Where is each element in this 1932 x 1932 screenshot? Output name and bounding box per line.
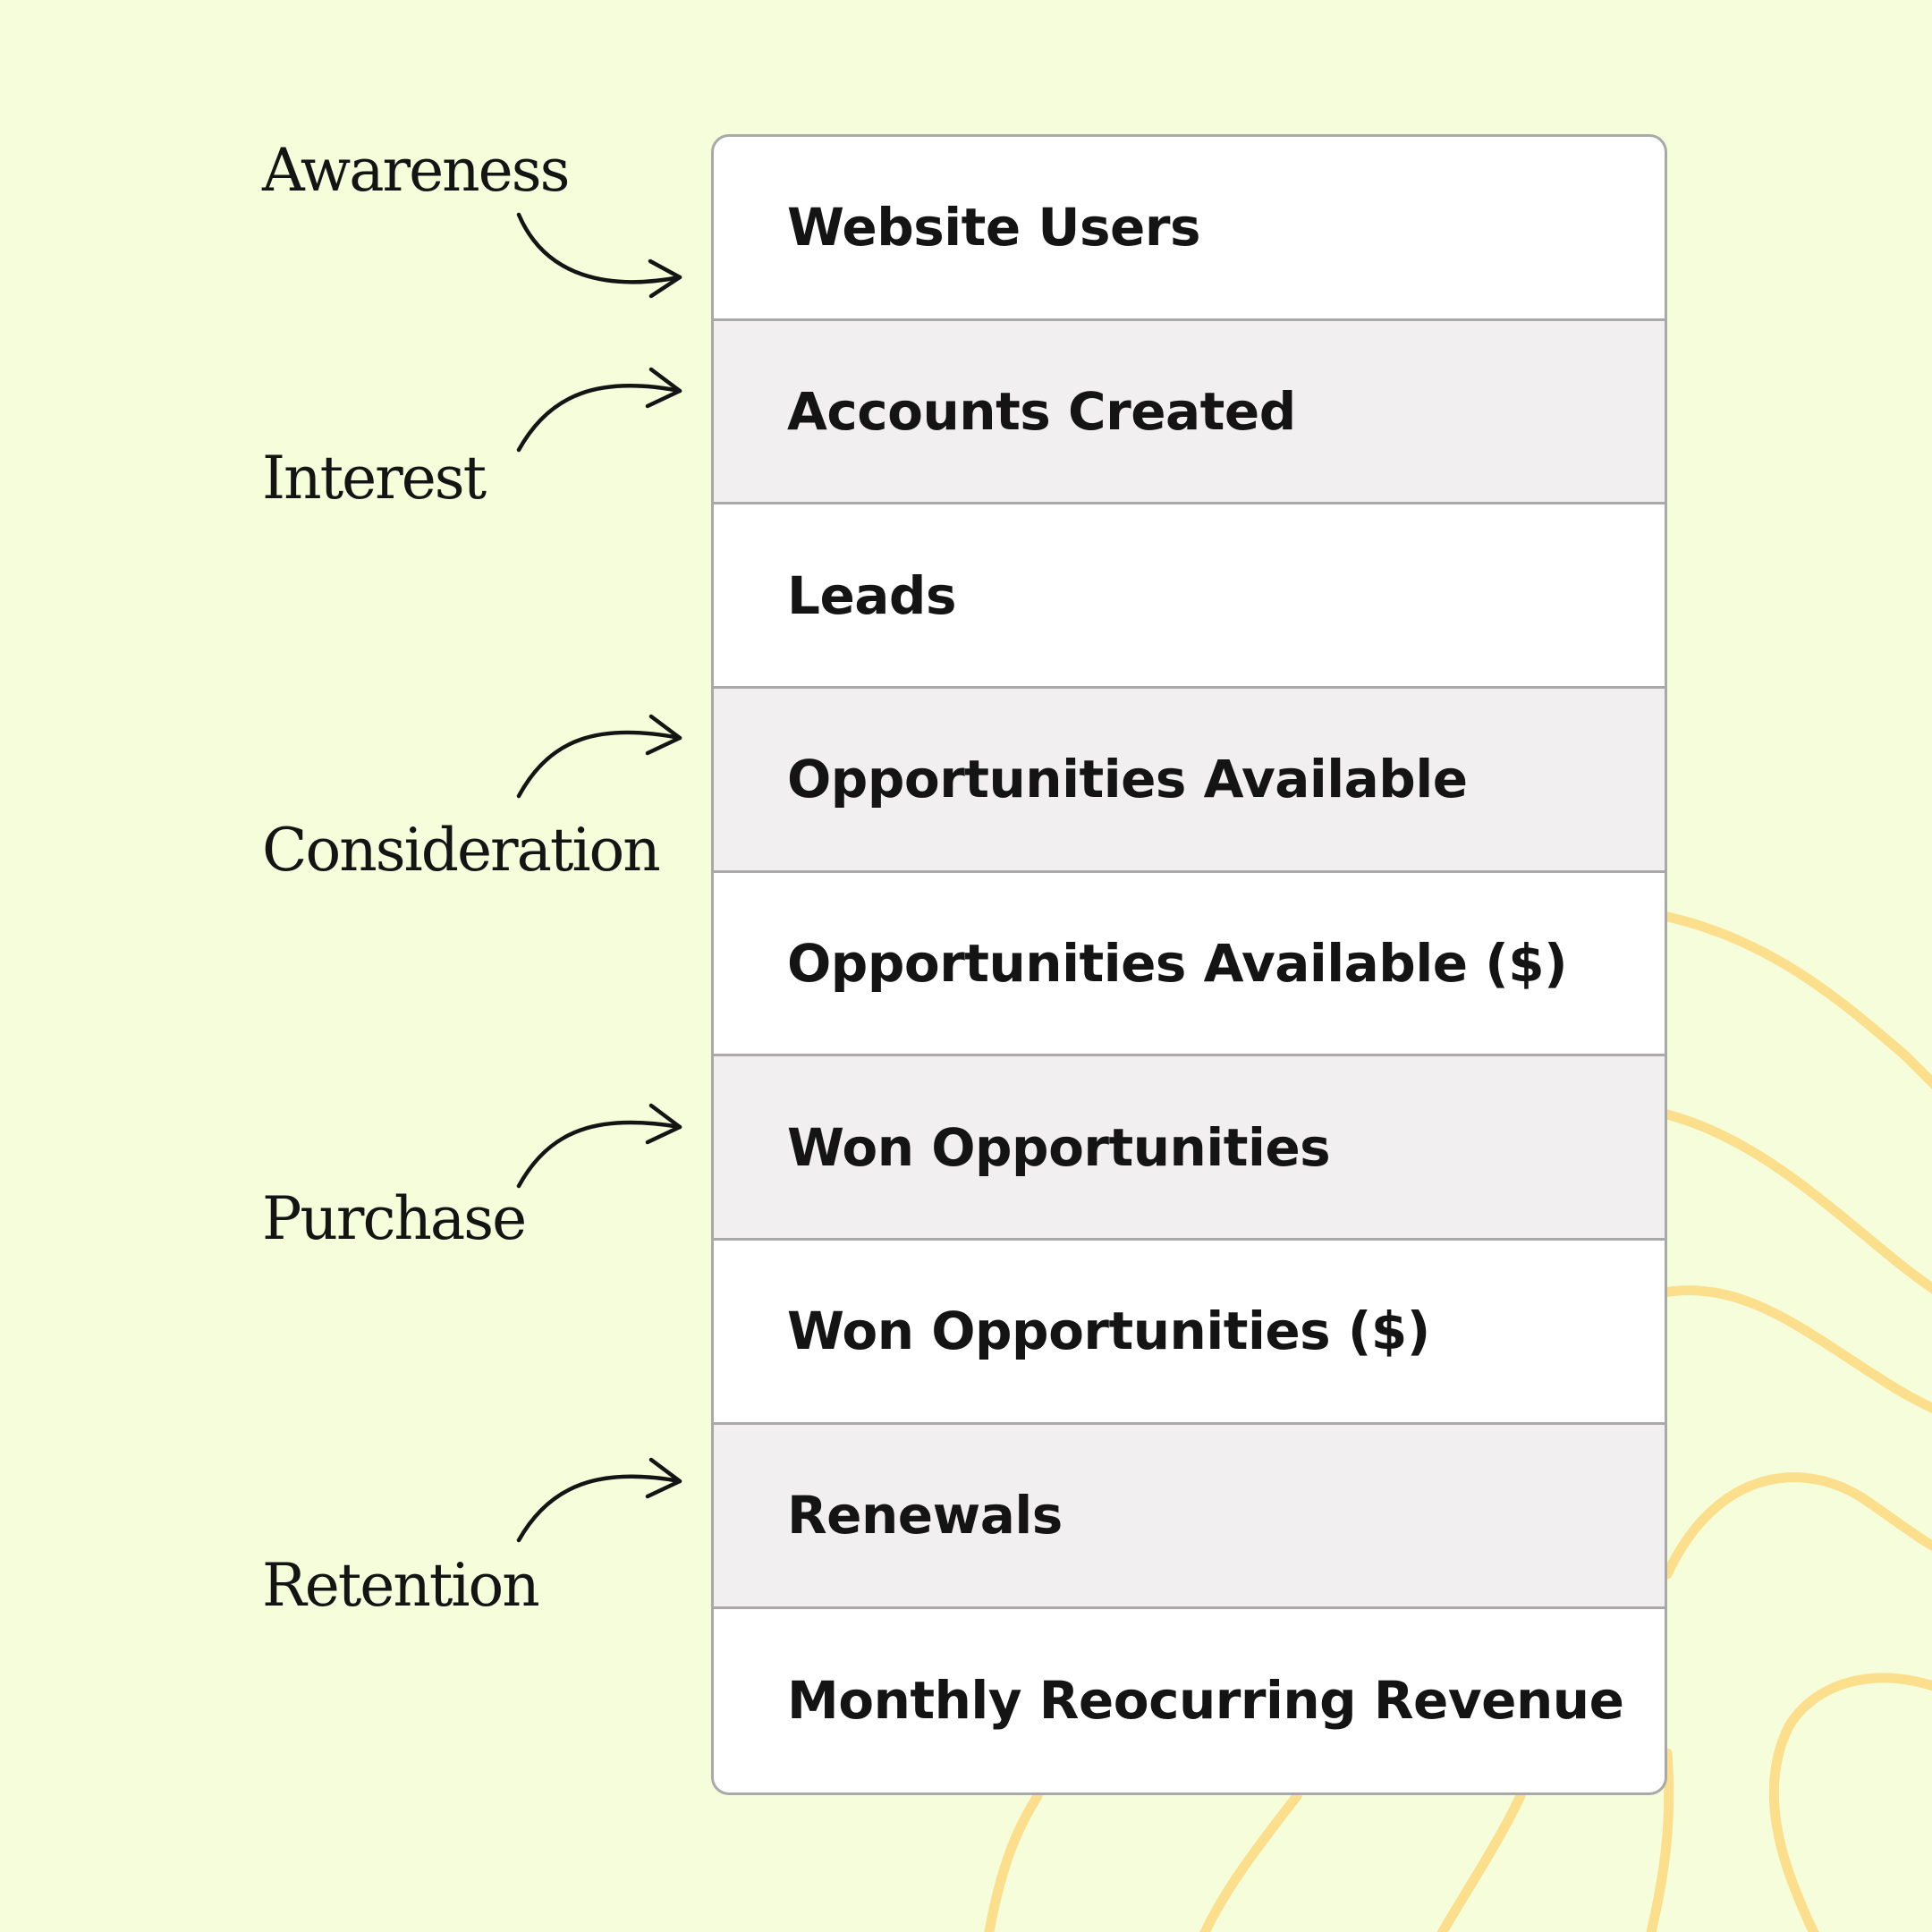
- metric-row: [714, 321, 1665, 505]
- metric-label: Won Opportunities: [787, 1116, 1331, 1178]
- metric-label: Leads: [787, 564, 956, 626]
- metric-label: Won Opportunities ($): [787, 1301, 1430, 1362]
- stage-label-purchase: Purchase: [262, 1184, 526, 1253]
- metric-row: [714, 1241, 1665, 1425]
- metric-row: [714, 1609, 1665, 1793]
- stage-label-consideration: Consideration: [262, 816, 659, 885]
- curved-arrow-icon: [519, 1106, 680, 1186]
- curved-arrow-icon: [519, 1460, 680, 1540]
- stage-label-awareness: Awareness: [262, 136, 569, 205]
- metric-row: [714, 504, 1665, 689]
- metric-label: Opportunities Available: [787, 749, 1468, 810]
- metric-row: [714, 1425, 1665, 1609]
- metric-label: Accounts Created: [787, 381, 1296, 443]
- metric-label: Monthly Reocurring Revenue: [787, 1670, 1624, 1732]
- metric-label: Renewals: [787, 1485, 1063, 1546]
- curved-arrow-icon: [519, 215, 680, 296]
- metric-row: [714, 689, 1665, 873]
- stage-label-interest: Interest: [262, 444, 486, 513]
- metric-label: Website Users: [787, 197, 1201, 258]
- metric-row: [714, 1056, 1665, 1241]
- metric-row: [714, 137, 1665, 321]
- curved-arrow-icon: [519, 716, 680, 796]
- metric-row: [714, 873, 1665, 1057]
- metric-list: [711, 134, 1667, 1795]
- curved-arrow-icon: [519, 369, 680, 450]
- stage-label-retention: Retention: [262, 1551, 538, 1620]
- metric-label: Opportunities Available ($): [787, 933, 1568, 995]
